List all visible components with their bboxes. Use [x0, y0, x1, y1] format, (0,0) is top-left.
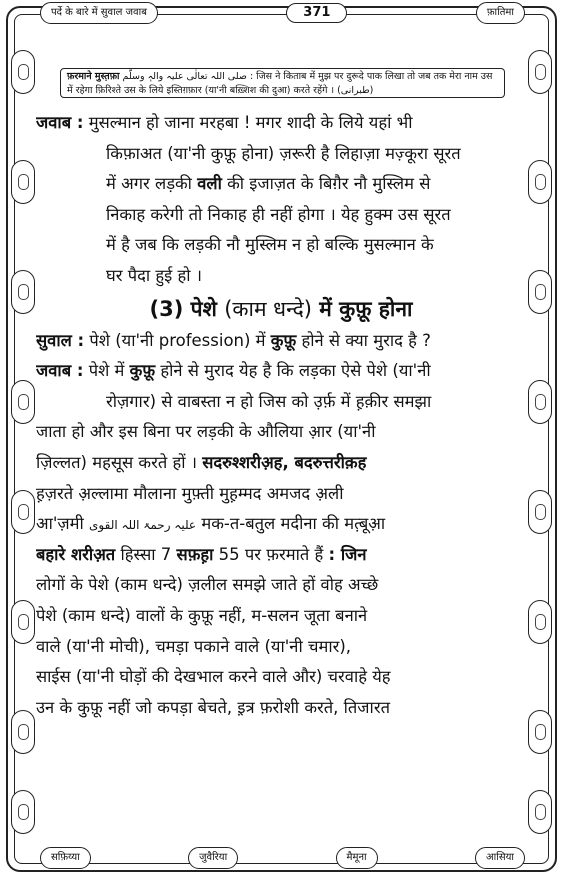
ornament-medallion: [528, 600, 552, 644]
text-line: लोगों के पेशे (काम धन्दे) ज़लील समझे जाते हों वोह अच्छे: [36, 575, 379, 595]
footer-name: सफ़िय्या: [40, 847, 91, 869]
text-span: मुसल्मान हो जाना मरहबा ! मगर शादी के लिये यहां भी: [88, 113, 413, 132]
main-text: [36, 108, 526, 723]
left-ornament-column: [10, 30, 38, 840]
page-number: 371: [286, 3, 347, 23]
answer-label: जवाब :: [36, 113, 84, 132]
ornament-medallion: [528, 160, 552, 204]
text-line: रोज़गार) से वाबस्ता न हो जिस को उ़र्फ़ में ह़क़ीर समझा: [106, 391, 432, 411]
text-span: में अगर लड़की: [106, 174, 198, 194]
answer-label: जवाब :: [36, 361, 84, 381]
question-label: सुवाल :: [36, 330, 85, 350]
header-right-title: फ़ातिमा: [476, 2, 525, 24]
footer-name: आसिया: [475, 847, 525, 869]
header-left-title: पर्दे के बारे में सुवाल जवाब: [40, 2, 158, 24]
ornament-medallion: [11, 790, 35, 834]
ornament-medallion: [11, 380, 35, 424]
text-line: [36, 356, 526, 387]
text-line: साईस (या'नी घोड़ों की देखभाल करने वाले और) चरवाहे येह: [36, 667, 391, 687]
ornament-medallion: [11, 270, 35, 314]
ornament-medallion: [11, 490, 35, 534]
ornament-medallion: [528, 790, 552, 834]
text-span: पेशे (या'नी profession) में: [84, 330, 271, 350]
footer-name: मैमूना: [336, 847, 378, 869]
hadith-label: फ़रमाने मुस्त़फ़ा: [67, 71, 120, 82]
text-span-bold: बहारे शरीअ़त: [36, 544, 116, 564]
text-span-bold: वली: [197, 174, 222, 194]
text-line: [36, 108, 526, 139]
text-span: होने से क्या मुराद है ?: [296, 330, 431, 350]
text-line: में है जब कि लड़की नौ मुस्लिम न हो बल्कि मुसल्मान के: [106, 235, 434, 255]
ornament-medallion: [11, 50, 35, 94]
text-line: किफ़ाअत (या'नी कुफ़ू होना) ज़रूरी है लिहाज़ा मज़्कूरा सूरत: [106, 143, 461, 163]
text-line: [36, 540, 526, 571]
heading-part: (3) पेशे: [149, 296, 225, 321]
text-span-bold: कुफ़ू: [270, 330, 297, 350]
text-span: हिस्सा 7: [115, 544, 177, 564]
right-ornament-column: [527, 30, 555, 840]
text-span: मक-त-बतुल मदीना की मत़्बूआ़: [196, 514, 386, 534]
hadith-text-1: : जिस ने किताब में मुझ पर दुरूदे पाक लिखा तो जब तक मेरा नाम उस: [249, 71, 493, 82]
text-span-bold: सफ़ह़ा: [176, 544, 214, 564]
text-span-bold: सदरुश्शरीअ़ह, बदरुत्तरीक़ह: [202, 452, 367, 472]
page-footer: [40, 847, 525, 869]
text-line: वाले (या'नी मोची), चमड़ा पकाने वाले (या'नी चमार),: [36, 636, 352, 656]
text-line: ह़ज़रते अ़ल्लामा मौलाना मुफ़्ती मुह़म्मद अमजद अ़ली: [36, 483, 344, 503]
ornament-medallion: [11, 710, 35, 754]
ornament-medallion: [11, 160, 35, 204]
text-span-bold: कुफ़ू: [129, 361, 156, 381]
text-span: ज़िल्लत) महसूस करते हों ।: [36, 452, 203, 472]
text-line: [36, 509, 526, 540]
text-span: की इजाज़त के बिग़ैर नौ मुस्लिम से: [221, 174, 431, 194]
arabic-honorific: علیہ رحمۃ اللہ القوی: [89, 518, 197, 533]
text-line: उन के कुफ़ू नहीं जो कपड़ा बेचते, इ़त्र फ़रोशी करते, तिजारत: [36, 697, 390, 717]
ornament-medallion: [528, 270, 552, 314]
section-heading: [36, 292, 526, 326]
text-line: घर पैदा हुई हो ।: [106, 265, 203, 285]
ornament-medallion: [11, 600, 35, 644]
text-line: जाता हो और इस बिना पर लड़की के औलिया आ़र (या'नी: [36, 422, 376, 442]
hadith-box: [60, 68, 505, 98]
hadith-arabic: صلی اللہ تعالٰی علیہ والہٖ وسلّم: [122, 71, 247, 82]
heading-part: (काम धन्दे): [224, 296, 312, 321]
text-line: पेशे (काम धन्दे) वालों के कुफ़ू नहीं, म-सलन जूता बनाने: [36, 605, 368, 625]
ornament-medallion: [528, 490, 552, 534]
footer-name: जुवैरिया: [188, 847, 238, 869]
text-span: आ'ज़मी: [36, 514, 90, 534]
ornament-medallion: [528, 380, 552, 424]
text-line: [36, 169, 526, 200]
heading-part: में कुफ़ू होना: [311, 296, 413, 321]
page-header: [40, 2, 525, 24]
text-line: निकाह करेगी तो निकाह ही नहीं होगा । येह हुक्म उस सूरत: [106, 204, 451, 224]
text-span: पेशे में: [83, 361, 130, 381]
text-line: [36, 326, 526, 357]
ornament-medallion: [528, 710, 552, 754]
ornament-medallion: [528, 50, 552, 94]
hadith-text-2: में रहेगा फ़िरिश्ते उस के लिये इस्तिग़फ़ार (या'नी बख़्शिश की दुआ) करते रहेंगे । (طبرانی): [67, 85, 374, 96]
text-span: होने से मुराद येह है कि लड़का ऐसे पेशे (या'नी: [155, 361, 431, 381]
text-line: [36, 448, 526, 479]
text-span-bold: : जिन: [328, 544, 367, 564]
text-span: 55 पर फ़रमाते हैं: [213, 544, 329, 564]
